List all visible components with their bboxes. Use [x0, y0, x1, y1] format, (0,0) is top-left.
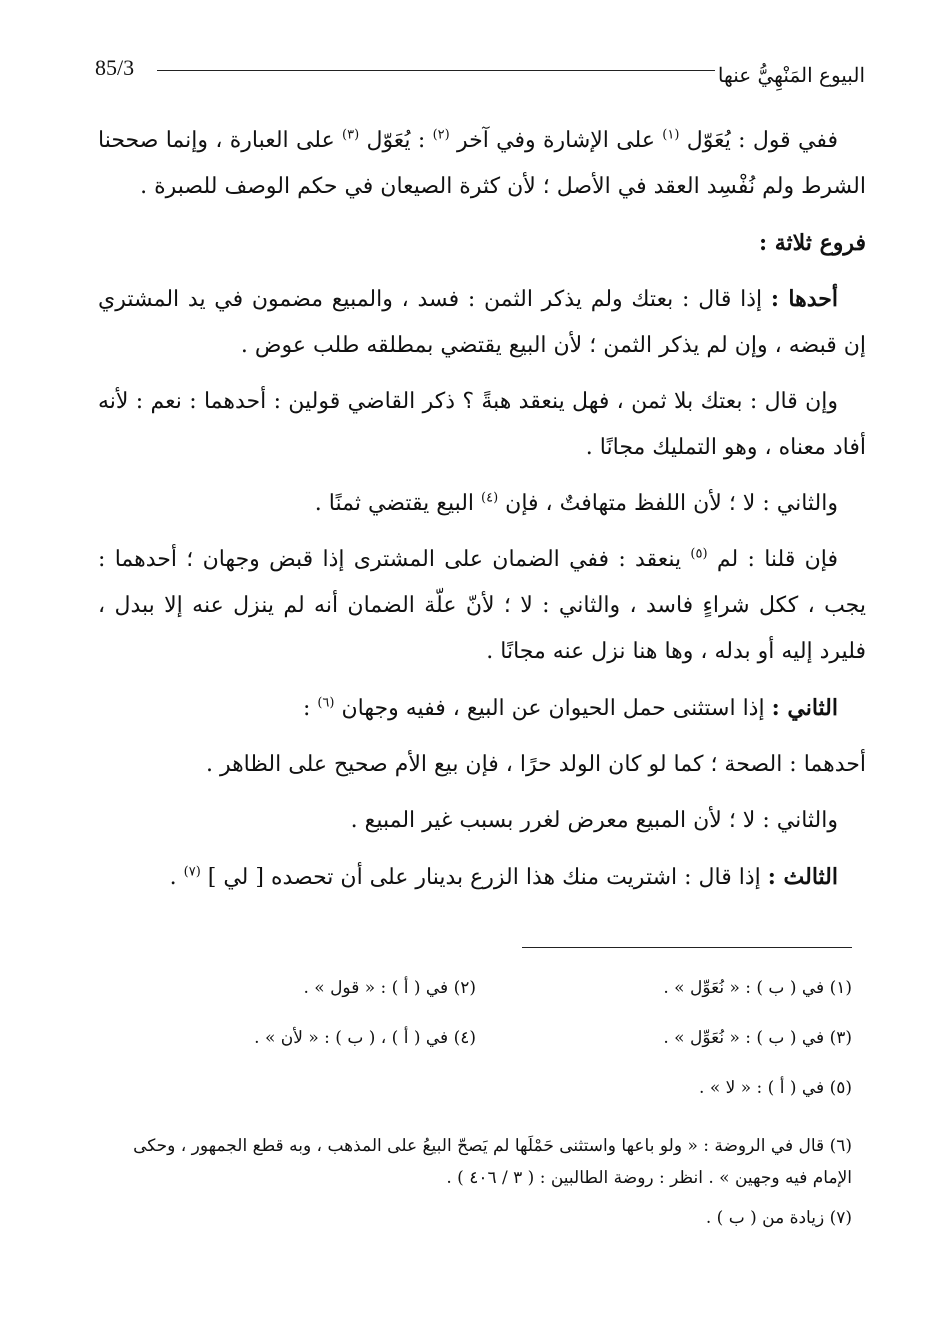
text-segment: : يُعَوّل — [359, 128, 433, 153]
page-number: 85/3 — [95, 55, 135, 80]
paragraph-second-opinion — [98, 481, 866, 527]
footnote-ref: (١) — [662, 127, 680, 143]
footnote-row — [100, 1022, 852, 1072]
text-segment: إذا قال : اشتريت منك هذا الزرع بدينار على أن تحصده [ لي ] — [200, 865, 768, 890]
footnote-ref: (٣) — [342, 127, 360, 143]
section-heading: فروع ثلاثة : — [758, 230, 866, 256]
footnotes — [100, 972, 852, 1234]
branch-lead: الثالث : — [767, 864, 838, 890]
text-segment: ينعقد : ففي الضمان على المشترى إذا قبض وجهان ؛ أحدهما : يجب ، ككل شراءٍ فاسد ، والثاني : لا ؛ لأنّ علّة الضمان أنه لم ينزل عنه إلا ببدل ، فليرد إليه أو بدله ، وها هنا نزل عنه مجانًا . — [98, 547, 866, 664]
footnote-7: (٧) زيادة من ( ب ) . — [705, 1208, 852, 1228]
paragraph-guarantee — [98, 537, 866, 675]
branch-lead: الثاني : — [771, 695, 838, 721]
page-header — [95, 55, 865, 95]
paragraph-gift: وإن قال : بعتك بلا ثمن ، فهل ينعقد هبةً ؟ ذكر القاضي قولين : أحدهما : نعم : لأنه أفاد معناه ، وهو التمليك مجانًا . — [98, 389, 866, 460]
footnote-ref: (٥) — [690, 546, 708, 562]
paragraph-second-opinion-two: والثاني : لا ؛ لأن المبيع معرض لغرر بسبب غير المبيع . — [350, 808, 838, 833]
text-segment: والثاني : لا ؛ لأن اللفظ متهافتٌ ، فإن — [498, 491, 838, 516]
footnote-4: (٤) في ( أ ) ، ( ب ) : « لأن » . — [254, 1028, 476, 1048]
running-title: البيوع المَنْهِيُّ عنها — [717, 63, 865, 87]
text-segment: البيع يقتضي ثمنًا . — [314, 491, 482, 516]
branch-two — [98, 685, 866, 732]
text-segment: : — [302, 696, 318, 721]
footnote-6: (٦) قال في الروضة : « ولو باعها واستثنى حَمْلَها لم يَصحّ البيعُ على المذهب ، وبه قطع الجمهور ، وحكى الإمام فيه وجهين » . انظر : روضة الطالبين : ( ٣ / ٤٠٦ ) . — [133, 1136, 852, 1188]
text-segment: إذا استثنى حمل الحيوان عن البيع ، ففيه وجهان — [334, 696, 772, 721]
footnote-ref: (٤) — [481, 490, 499, 506]
opening-paragraph — [98, 118, 866, 210]
main-text — [98, 118, 866, 911]
footnote-5: (٥) في ( أ ) : « لا » . — [699, 1078, 852, 1098]
branch-lead: أحدها : — [770, 286, 838, 312]
footnote-2: (٢) في ( أ ) : « قول » . — [303, 978, 476, 998]
branch-three — [98, 854, 866, 901]
footnote-3: (٣) في ( ب ) : « نُعَوِّل » . — [663, 1028, 852, 1048]
footnote-ref: (٢) — [432, 127, 450, 143]
footnote-ref: (٧) — [183, 864, 201, 880]
branch-one — [98, 276, 866, 369]
footnote-row — [100, 1072, 852, 1122]
footnote-row — [100, 972, 852, 1022]
text-segment: فإن قلنا : لم — [707, 547, 839, 572]
paragraph-first-opinion: أحدهما : الصحة ؛ كما لو كان الولد حرًا ، فإن بيع الأم صحيح على الظاهر . — [205, 752, 866, 777]
header-rule — [157, 70, 715, 71]
branch-text: إذا قال : بعتك ولم يذكر الثمن : فسد ، والمبيع مضمون في يد المشتري إن قبضه ، وإن لم يذكر الثمن ؛ لأن البيع يقتضي بمطلقه طلب عوض . — [98, 287, 866, 358]
footnote-ref: (٦) — [317, 695, 335, 711]
text-segment: . — [169, 865, 184, 890]
footnote-1: (١) في ( ب ) : « نُعَوِّل » . — [663, 978, 852, 998]
footnote-separator — [522, 947, 852, 948]
text-segment: ففي قول : يُعَوّل — [679, 128, 838, 153]
text-segment: على العبارة ، وإنما صححنا الشرط ولم نُفْسِد العقد في الأصل ؛ لأن كثرة الصيعان في حكم الوصف للصبرة . — [98, 128, 866, 199]
text-segment: على الإشارة وفي آخر — [449, 128, 663, 153]
